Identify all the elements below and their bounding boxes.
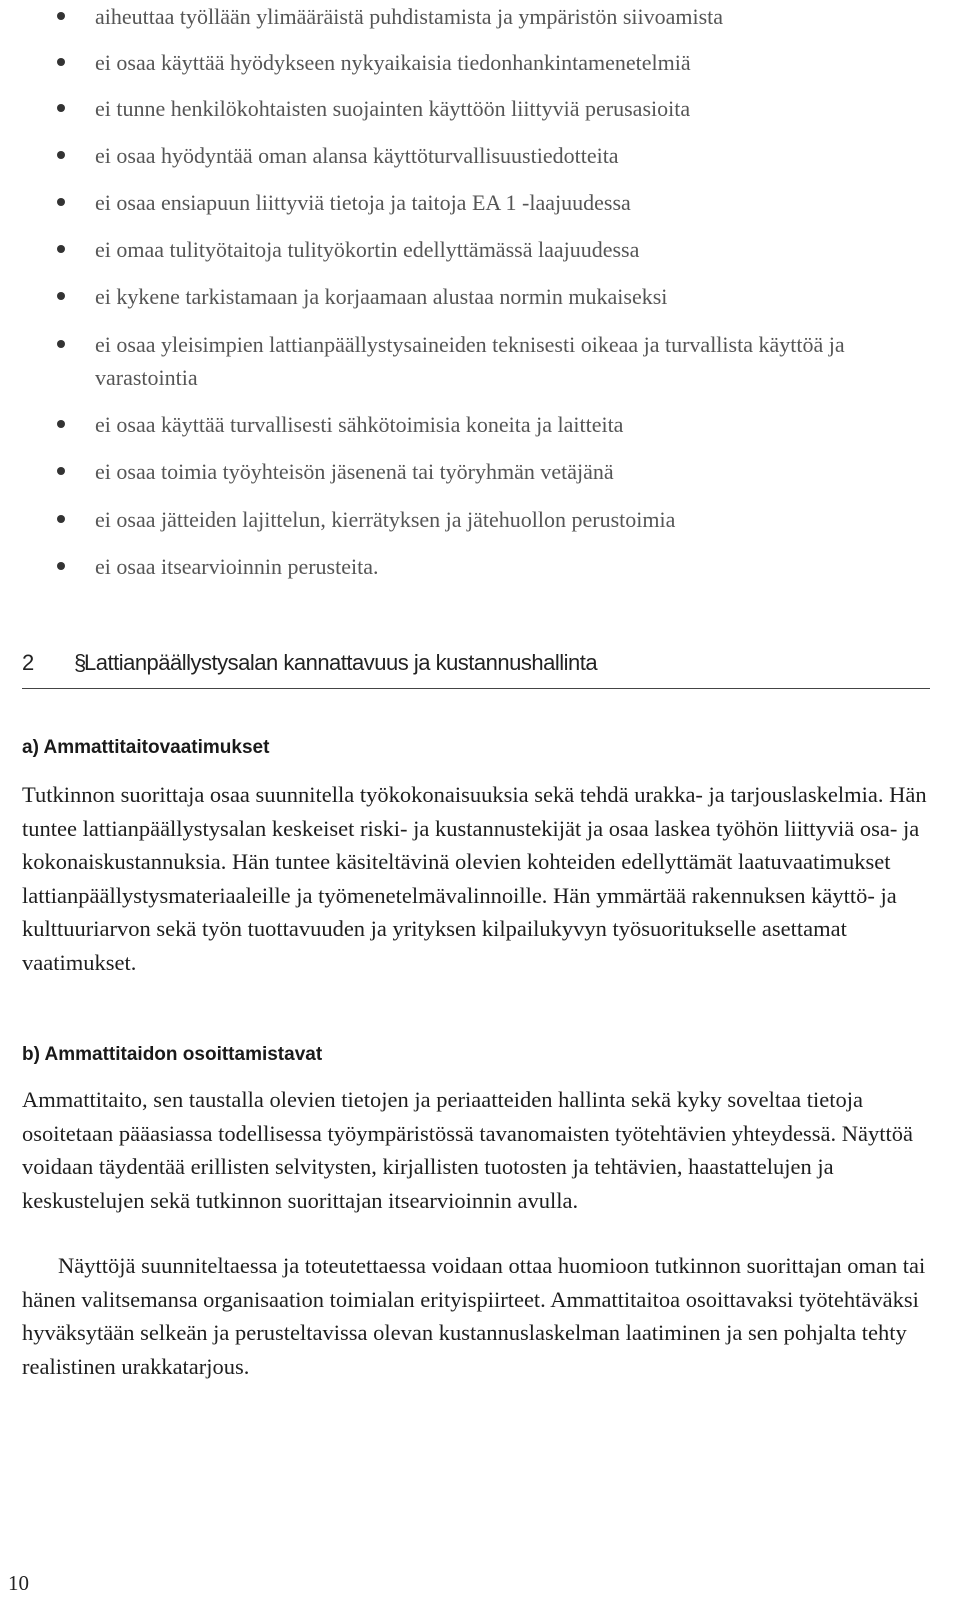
bullet-dot [57,58,65,66]
list-item-text: ei omaa tulityötaitoja tulityökortin edellyttämässä laajuudessa [95,237,640,262]
bullet-dot [57,467,65,475]
bullet-dot [57,562,65,570]
subsection-b-paragraph-2: Näyttöjä suunniteltaessa ja toteutettaessa voidaan ottaa huomioon tutkinnon suorittajan oman tai hänen valitsemansa organisaation toimialan erityispiirteet. Ammattitaitoa osoittavaksi työtehtäväksi hyväksytään selkeän ja perusteltavissa olevan kustannuslaskelman laatiminen ja sen pohjalta tehty realistinen urakkatarjous. [22,1253,926,1379]
section-sign: § [74,650,87,675]
list-item-text: ei osaa jätteiden lajittelun, kierrätyksen ja jätehuollon perustoimia [95,507,676,532]
list-item-text: ei osaa ensiapuun liittyviä tietoja ja taitoja EA 1 -laajuudessa [95,190,631,215]
subsection-b-heading: b) Ammattitaidon osoittamistavat [22,1044,323,1065]
bullet-dot [57,198,65,206]
bullet-dot [57,292,65,300]
subsection-a-heading: a) Ammattitaitovaatimukset [22,737,270,758]
bullet-dot [57,245,65,253]
list-item-text: ei osaa hyödyntää oman alansa käyttöturvallisuustiedotteita [95,143,619,168]
bullet-dot [57,104,65,112]
bullet-dot [57,340,65,348]
section-heading [22,650,930,689]
list-item-text: ei osaa yleisimpien lattianpäällystysaineiden teknisesti oikeaa ja turvallista käyttöä ja varastointia [95,332,845,390]
bullet-dot [57,12,65,20]
page-number: 10 [8,1571,29,1595]
section-title: Lattianpäällystysalan kannattavuus ja kustannushallinta [84,650,598,675]
subsection-a-paragraph: Tutkinnon suorittaja osaa suunnitella työkokonaisuuksia sekä tehdä urakka- ja tarjouslaskelmia. Hän tuntee lattianpäällystysalan keskeiset riski- ja kustannustekijät ja osaa laskea työhön liittyviä osa- ja kokonaiskustannuksia. Hän tuntee käsiteltävinä olevien kohteiden edellyttämät laatuvaatimukset lattianpäällystysmateriaaleille ja työmenetelmävalinnoille. Hän ymmärtää rakennuksen käyttö- ja kulttuuriarvon sekä työn tuottavuuden ja yrityksen kilpailukyvyn työsuoritukselle asettamat vaatimukset. [22,782,927,975]
list-item-text: aiheuttaa työllään ylimääräistä puhdistamista ja ympäristön siivoamista [95,4,724,29]
bullet-dot [57,151,65,159]
bullet-dot [57,420,65,428]
list-item-text: ei osaa itsearvioinnin perusteita. [95,554,379,579]
list-item-text: ei osaa käyttää hyödykseen nykyaikaisia tiedonhankintamenetelmiä [95,50,691,75]
section-number: 2 [22,650,35,675]
list-item-text: ei kykene tarkistamaan ja korjaamaan alustaa normin mukaiseksi [95,284,668,309]
bullet-dot [57,515,65,523]
list-item-text: ei osaa käyttää turvallisesti sähkötoimisia koneita ja laitteita [95,412,624,437]
subsection-b-paragraph-1: Ammattitaito, sen taustalla olevien tietojen ja periaatteiden hallinta sekä kyky soveltaa tietoja osoitetaan pääasiassa todellisessa työympäristössä tavanomaisten työtehtävien yhteydessä. Näyttöä voidaan täydentää erillisten selvitysten, kirjallisten tuotosten ja tehtävien, haastattelujen ja keskustelujen sekä tutkinnon suorittajan itsearvioinnin avulla. [22,1087,914,1213]
list-item-text: ei osaa toimia työyhteisön jäsenenä tai työryhmän vetäjänä [95,459,614,484]
list-item-text: ei tunne henkilökohtaisten suojainten käyttöön liittyviä perusasioita [95,96,691,121]
